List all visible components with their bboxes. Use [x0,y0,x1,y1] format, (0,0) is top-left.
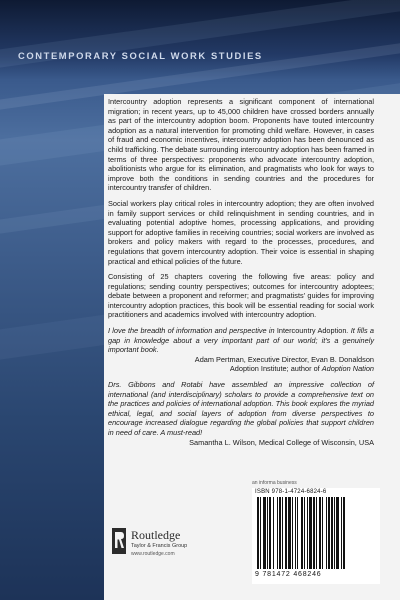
series-title: CONTEMPORARY SOCIAL WORK STUDIES [18,50,263,61]
publisher-name: Routledge [131,528,181,542]
quote-attribution: Adam Pertman, Executive Director, Evan B. Donaldson [194,354,374,364]
blurb-paragraph: Intercountry adoption represents a significant component of international migration; in recent years, up to 45,000 children have crossed borders annually as part of the intercountry adoption boom. Proponents have touted intercountry adoption as a natural intervention for promoting child welfare. However, in cases of fraud and economic incentives, intercountry adoption has been denounced as child trafficking. The debate surrounding intercountry adoption has been framed in terms of three perspectives: proponents who advocate intercountry adoption, abolitionists who argue for its elimination, and pragmatists who look for ways to improve both the conditions in sending countries and the procedures for intercountry transfer of children. [108,97,374,193]
blurb-paragraph: Social workers play critical roles in intercountry adoption; they are often involved in family support services or child relinquishment in sending countries, and in evaluating potential adoptive homes, processing applications, and providing support for adoptive families in receiving countries; social workers are involved as brokers and policy makers with regard to the processes, procedures, and regulations that govern intercountry adoption. Their voice is essential in shaping practical and ethical policies of the future. [108,198,374,266]
barcode-box [252,488,380,584]
publisher-url: www.routledge.com [131,551,175,557]
informa-tagline: an informa business [252,480,297,486]
endorsement-quote [108,380,374,447]
blurb [108,97,374,447]
barcode [255,497,375,569]
barcode-number: 9 781472 468246 [255,571,322,578]
endorsement-quote [108,326,374,374]
quote-text: . It fills a gap in knowledge about a very important part of our world; it's a genuinely important book. [108,326,375,355]
book-title: Intercountry Adoption [276,326,347,336]
quote-text: Drs. Gibbons and Rotabi have assembled an impressive collection of international (and interdisciplinary) scholars to provide a comprehensive text on the practices and policies of international adoption. This book explores the myriad ethical, legal, and social layers of adoption from diverse perspectives to encourage increased dialogue regarding the global policies that support children in need of care. A must-read! [108,380,374,437]
quote-attribution: Adoption Institute; author of Adoption Nation [229,364,374,374]
routledge-logo-icon [112,528,126,554]
isbn-label: ISBN 978-1-4724-6824-6 [255,489,327,495]
quote-text: I love the breadth of information and perspective in [108,326,277,336]
blurb-paragraph: Consisting of 25 chapters covering the following five areas: policy and regulations; sending country perspectives; outcomes for intercountry adoptees; debate between a proponent and reformer; and pragmatists' guides for improving intercountry adoption practices, this book will be essential reading for social work practitioners and academics involved with intercountry adoption. [108,272,374,320]
publisher-group: Taylor & Francis Group [131,543,188,549]
quote-attribution: Samantha L. Wilson, Medical College of Wisconsin, USA [189,437,374,447]
